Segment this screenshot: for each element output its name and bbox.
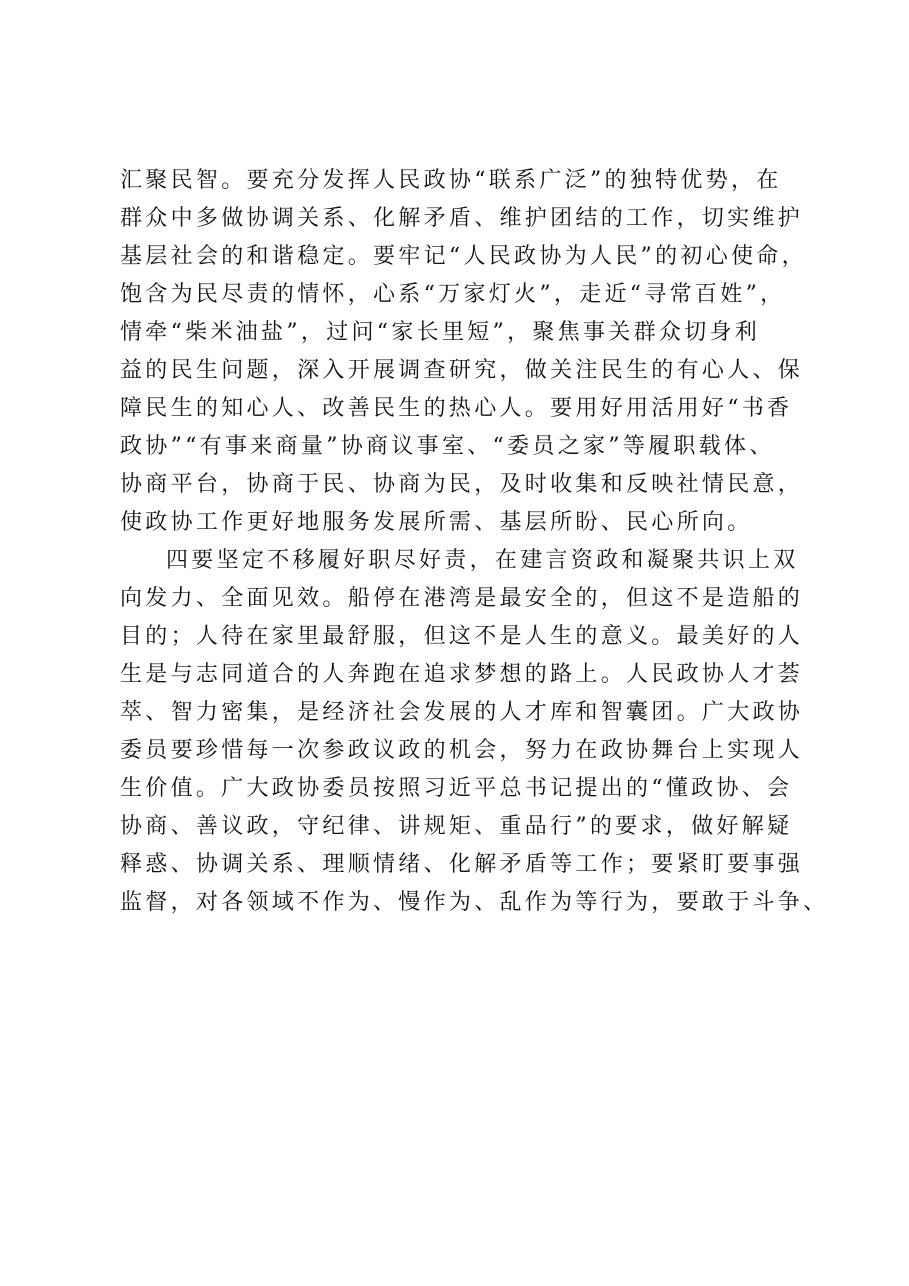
text-line: 障民生的知心人、改善民生的热心人。要用好用活用好“书香 xyxy=(120,396,793,421)
text-line: 汇聚民智。要充分发挥人民政协“联系广泛”的独特优势，在 xyxy=(120,168,782,193)
text-line: 生价值。广大政协委员按照习近平总书记提出的“懂政协、会 xyxy=(120,776,793,801)
text-line: 目的；人待在家里最舒服，但这不是人生的意义。最美好的人 xyxy=(120,624,804,649)
text-line: 协商平台，协商于民、协商为民，及时收集和反映社情民意， xyxy=(120,472,804,497)
text-line: 益的民生问题，深入开展调查研究，做关注民生的有心人、保 xyxy=(120,358,804,383)
text-line: 监督，对各领域不作为、慢作为、乱作为等行为，要敢于斗争、 xyxy=(120,890,829,915)
body-text xyxy=(120,162,829,922)
text-line: 萃、智力密集，是经济社会发展的人才库和智囊团。广大政协 xyxy=(120,700,804,725)
text-line: 委员要珍惜每一次参政议政的机会，努力在政协舞台上实现人 xyxy=(120,738,804,763)
text-line: 向发力、全面见效。船停在港湾是最安全的，但这不是造船的 xyxy=(120,586,804,611)
text-line: 群众中多做协调关系、化解矛盾、维护团结的工作，切实维护 xyxy=(120,206,804,231)
text-line: 情牵“柴米油盐”，过问“家长里短”，聚焦事关群众切身利 xyxy=(120,320,761,345)
text-line: 基层社会的和谐稳定。要牢记“人民政协为人民”的初心使命， xyxy=(120,244,807,269)
text-line: 释惑、协调关系、理顺情绪、化解矛盾等工作；要紧盯要事强 xyxy=(120,852,804,877)
text-line: 使政协工作更好地服务发展所需、基层所盼、民心所向。 xyxy=(120,510,753,535)
paragraph-start-line: 四要坚定不移履好职尽好责，在建言资政和凝聚共识上双 xyxy=(166,548,799,573)
text-line: 饱含为民尽责的情怀，心系“万家灯火”，走近“寻常百姓”， xyxy=(120,282,786,307)
text-line: 政协”“有事来商量”协商议事室、“委员之家”等履职载体、 xyxy=(120,434,775,459)
text-line: 协商、善议政，守纪律、讲规矩、重品行”的要求，做好解疑 xyxy=(120,814,793,839)
text-line: 生是与志同道合的人奔跑在追求梦想的路上。人民政协人才荟 xyxy=(120,662,804,687)
